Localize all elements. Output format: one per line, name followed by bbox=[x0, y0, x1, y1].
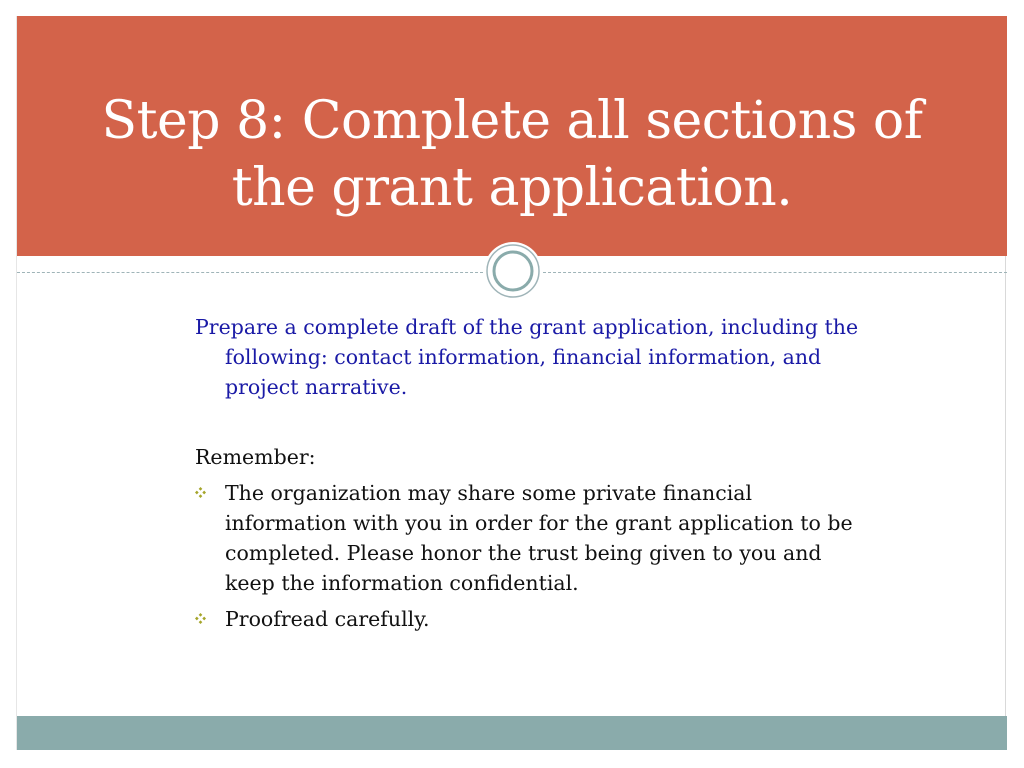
slide bbox=[16, 16, 1006, 750]
bullet-text: The organization may share some private financial information with you in order for the grant application to be completed. Please honor the trust being given to you and keep the information confidential. bbox=[225, 481, 853, 595]
remember-label: Remember: bbox=[195, 445, 316, 469]
bullet-list bbox=[195, 478, 895, 634]
intro-paragraph: Prepare a complete draft of the grant application, including the following: contact information, financial information, and project narrative. bbox=[195, 315, 859, 399]
divider-line-right bbox=[543, 272, 1007, 273]
four-diamond-bullet-icon bbox=[195, 613, 206, 624]
slide-body bbox=[195, 312, 895, 640]
circle-ornament-icon bbox=[483, 241, 543, 301]
slide-title: Step 8: Complete all sections of the grant application. bbox=[101, 91, 923, 218]
footer-band bbox=[17, 716, 1007, 750]
four-diamond-bullet-icon bbox=[195, 487, 206, 498]
bullet-item bbox=[195, 478, 855, 598]
bullet-text: Proofread carefully. bbox=[225, 607, 430, 631]
bullet-item bbox=[195, 604, 855, 634]
divider-line-left bbox=[17, 272, 483, 273]
title-band bbox=[17, 16, 1007, 256]
